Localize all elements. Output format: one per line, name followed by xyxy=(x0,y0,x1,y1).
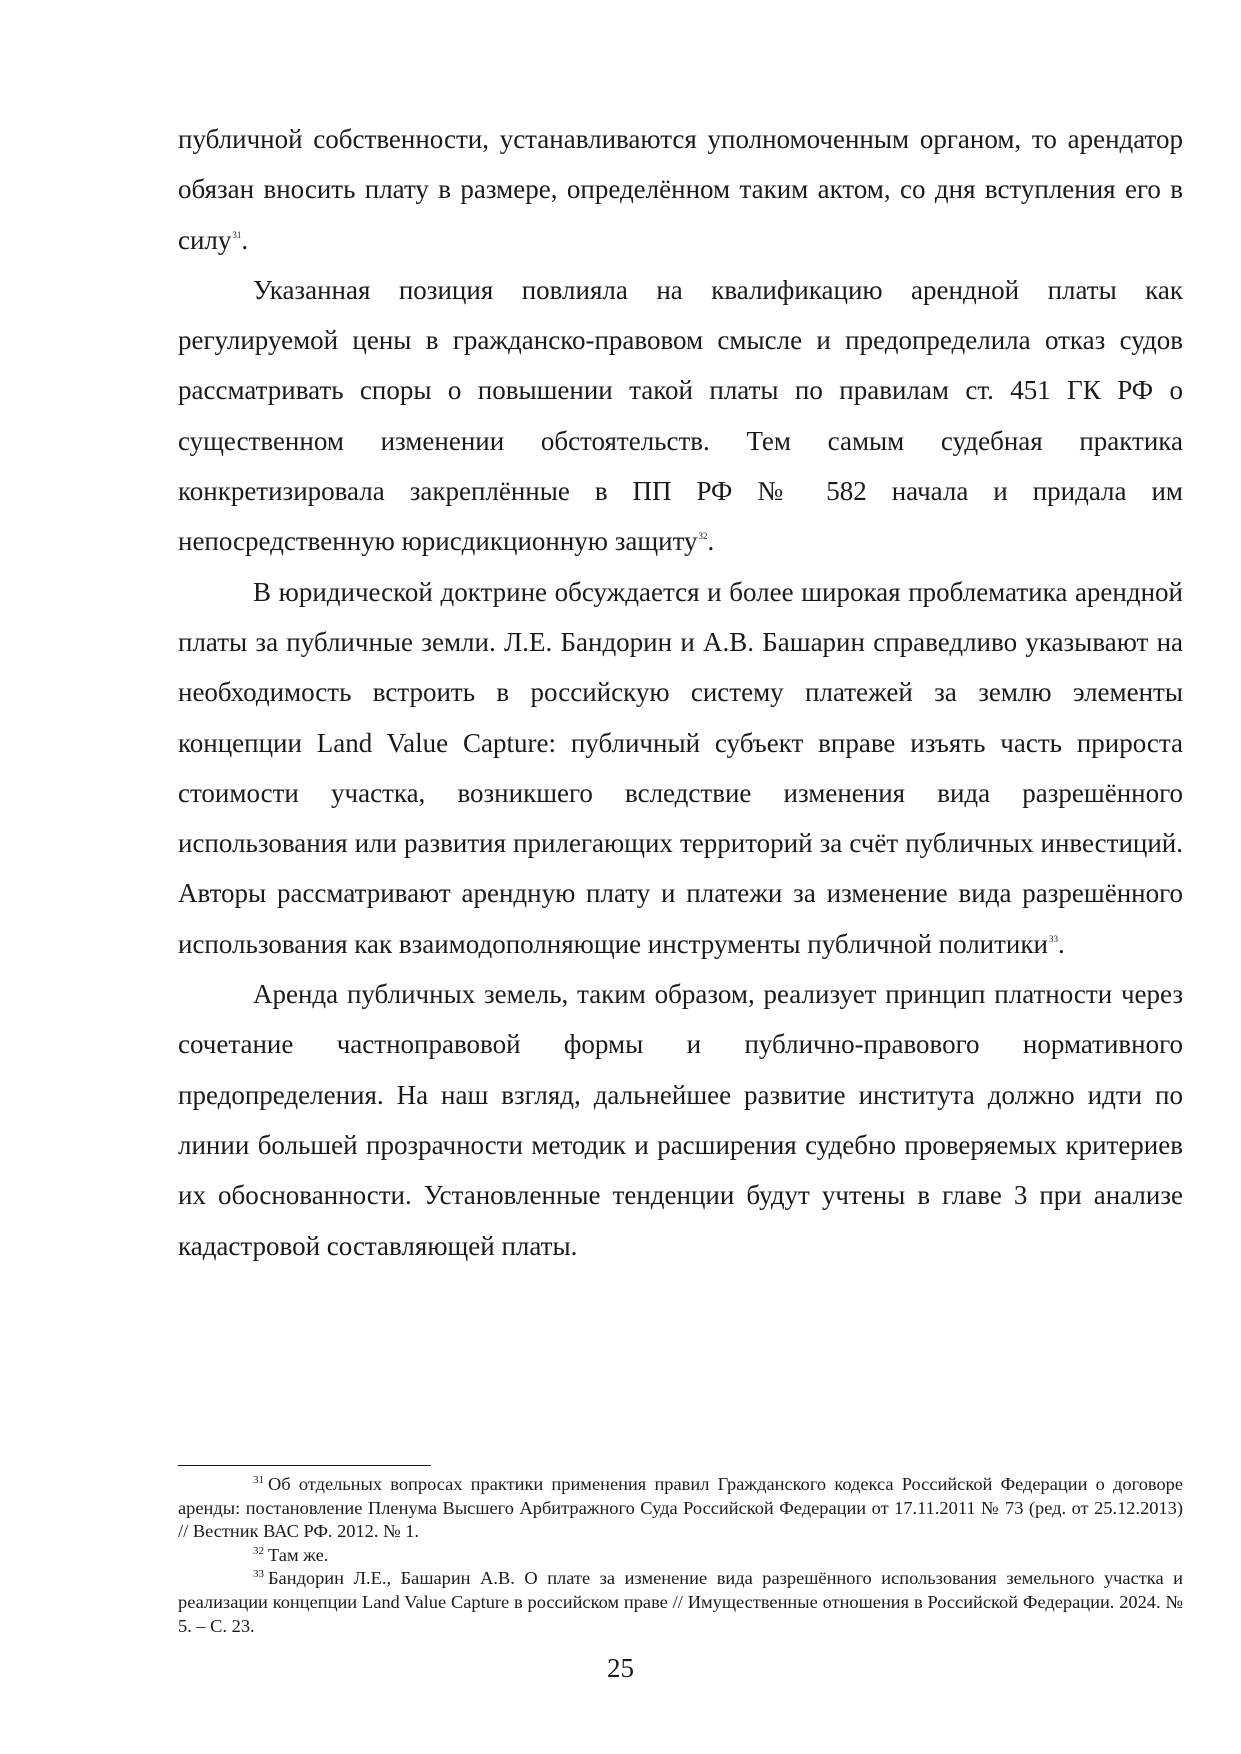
footnote-number: 31 xyxy=(253,1474,264,1486)
paragraph xyxy=(178,969,1183,1271)
footnote-separator xyxy=(178,1465,431,1466)
footnote-number: 33 xyxy=(253,1568,264,1581)
paragraph-text: Указанная позиция повлияла на квалификацию арендной платы как регулируемой цены в гражданско-правовом смысле и предопределила отказ судов рассматривать споры о повышении такой платы по правилам ст. 451 ГК РФ о существенном изменении обстоятельств. Тем самым судебная практика конкретизировала закреплённые в ПП РФ № 582 начала и придала им непосредственную юрисдикционную защиту xyxy=(178,274,1183,557)
footnote xyxy=(178,1567,1183,1638)
footnote-ref[interactable]: 32 xyxy=(698,531,708,542)
paragraph xyxy=(178,567,1183,969)
footnotes xyxy=(178,1473,1183,1638)
paragraph-tail: . xyxy=(1057,928,1065,959)
footnote xyxy=(178,1473,1183,1544)
paragraph-tail: . xyxy=(241,224,249,255)
paragraph-tail: . xyxy=(707,526,715,557)
footnote-text: Об отдельных вопросах практики применения правил Гражданского кодекса Российской Федерации о договоре аренды: постановление Пленума Высшего Арбитражного Суда Российской Федерации от 17.11.2011 № 73 (ред. от 25.12.2013) // Вестник ВАС РФ. 2012. № 1. xyxy=(178,1474,1183,1542)
paragraph xyxy=(178,265,1183,567)
paragraph-text: В юридической доктрине обсуждается и более широкая проблематика арендной платы за публичные земли. Л.Е. Бандорин и А.В. Башарин справедливо указывают на необходимость встроить в российскую систему платежей за землю элементы концепции Land Value Capture: публичный субъект вправе изъять часть прироста стоимости участка, возникшего вследствие изменения вида разрешённого использования или развития прилегающих территорий за счёт публичных инвестиций. Авторы рассматривают арендную плату и платежи за изменение вида разрешённого использования как взаимодополняющие инструменты публичной политики xyxy=(178,576,1183,959)
footnote-text: Там же. xyxy=(268,1544,329,1565)
footnote-ref[interactable]: 33 xyxy=(1048,933,1058,944)
footnote-text: Бандорин Л.Е., Башарин А.В. О плате за изменение вида разрешённого использования земельного участка и реализации концепции Land Value Capture в российском праве // Имущественные отношения в Российской Федерации. 2024. № 5. – С. 23. xyxy=(178,1568,1183,1636)
body-text xyxy=(178,114,1183,1271)
footnote xyxy=(178,1544,1183,1568)
page-number: 25 xyxy=(607,1653,634,1683)
paragraph-continuation xyxy=(178,114,1183,265)
footnote-ref[interactable]: 31 xyxy=(232,229,242,240)
paragraph-text: публичной собственности, устанавливаются уполномоченным органом, то арендатор обязан вносить плату в размере, определённом таким актом, со дня вступления его в силу xyxy=(178,124,1183,255)
paragraph-text: Аренда публичных земель, таким образом, реализует принцип платности через сочетание частноправовой формы и публично-правового нормативного предопределения. На наш взгляд, дальнейшее развитие института должно идти по линии большей прозрачности методик и расширения судебно проверяемых критериев их обоснованности. Установленные тенденции будут учтены в главе 3 при анализе кадастровой составляющей платы. xyxy=(178,979,1183,1261)
footnote-number: 32 xyxy=(253,1544,264,1557)
